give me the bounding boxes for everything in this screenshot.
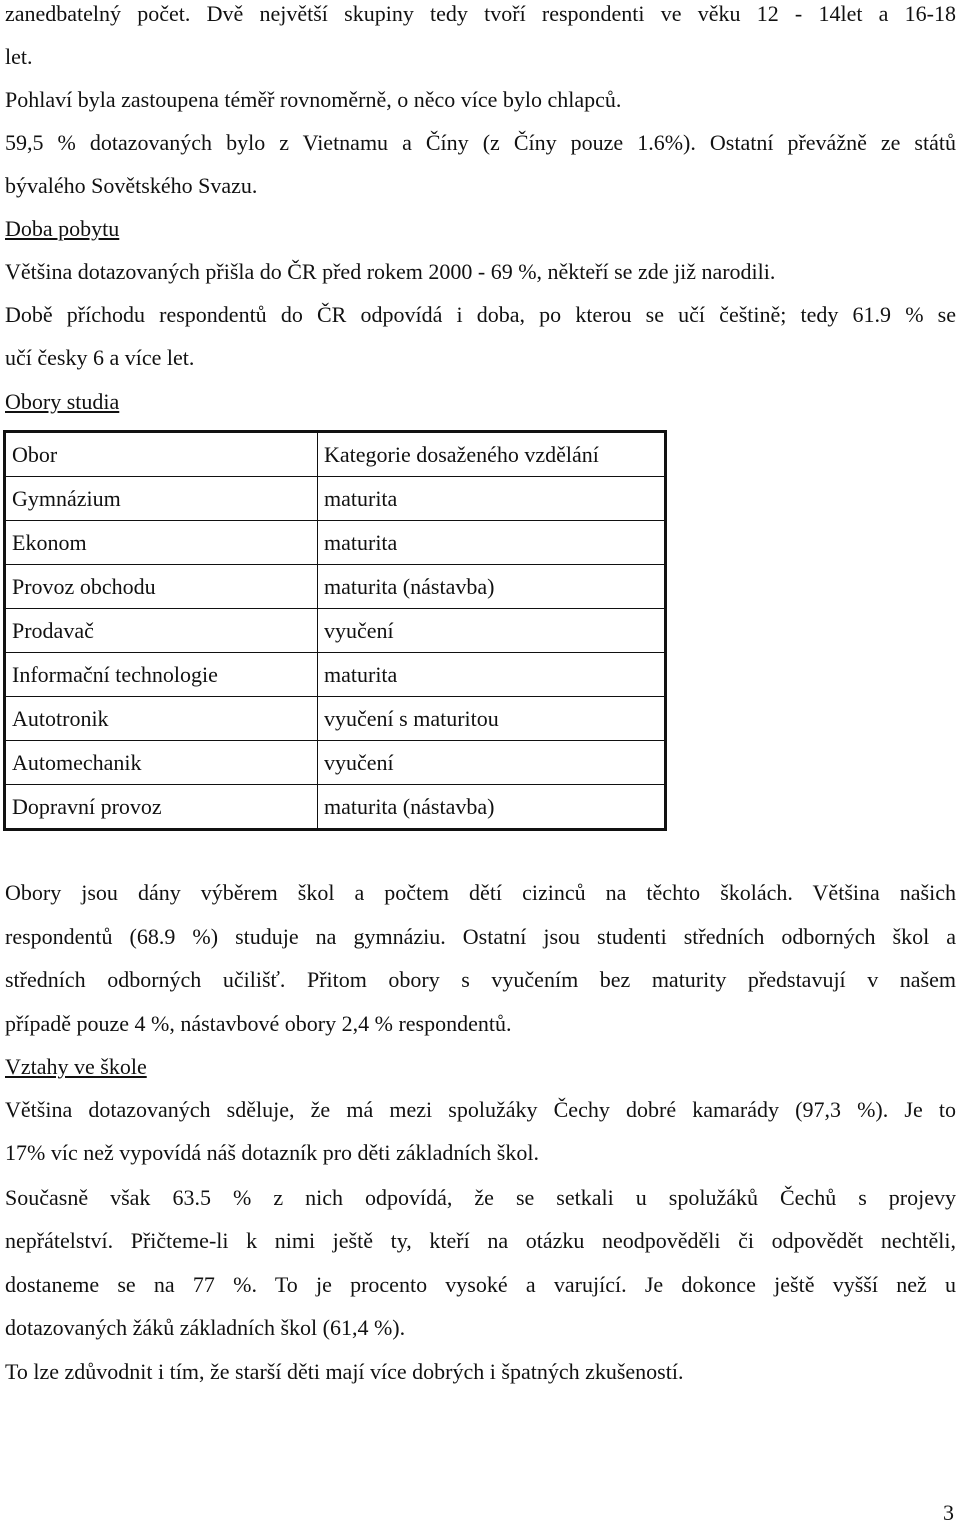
table-cell: maturita [318, 477, 666, 521]
table-row [5, 521, 666, 565]
table-cell: maturita (nástavba) [318, 565, 666, 609]
paragraph-line: respondentů (68.9 %) studuje na gymnáziu. Ostatní jsou studenti středních odborných škol a [5, 924, 956, 949]
section-heading-doba-pobytu: Doba pobytu [5, 216, 120, 241]
paragraph-line: učí česky 6 a více let. [5, 345, 195, 370]
paragraph-line: Většina dotazovaných přišla do ČR před rokem 2000 - 69 %, někteří se zde již narodili. [5, 259, 776, 284]
paragraph-line: dotazovaných žáků základních škol (61,4 %). [5, 1315, 406, 1340]
paragraph-line: let. [5, 44, 33, 69]
paragraph-line: bývalého Sovětského Svazu. [5, 173, 258, 198]
paragraph-line: zanedbatelný počet. Dvě největší skupiny tedy tvoří respondenti ve věku 12 - 14let a 16-18 [5, 1, 956, 26]
table-cell: maturita [318, 653, 666, 697]
table-row [5, 697, 666, 741]
paragraph-line: dostaneme se na 77 %. To je procento vysoké a varující. Je dokonce ještě vyšší než u [5, 1272, 956, 1297]
paragraph-line: středních odborných učilišť. Přitom obory s vyučením bez maturity představují v našem [5, 967, 956, 992]
page-number: 3 [943, 1500, 954, 1525]
table-header-cell: Kategorie dosaženého vzdělání [318, 432, 666, 477]
table-row [5, 565, 666, 609]
section-heading-vztahy-ve-skole: Vztahy ve škole [5, 1054, 147, 1079]
paragraph-line: 17% víc než vypovídá náš dotazník pro děti základních škol. [5, 1140, 539, 1165]
paragraph-line: Většina dotazovaných sděluje, že má mezi spolužáky Čechy dobré kamarády (97,3 %). Je to [5, 1097, 956, 1122]
table-cell: Gymnázium [5, 477, 318, 521]
table-cell: Autotronik [5, 697, 318, 741]
table-cell: maturita [318, 521, 666, 565]
table-cell: maturita (nástavba) [318, 785, 666, 830]
paragraph-line: nepřátelství. Přičteme-li k nimi ještě ty, kteří na otázku neodpověděli či odpovědět nechtěli, [5, 1228, 956, 1253]
paragraph-line: Současně však 63.5 % z nich odpovídá, že se setkali u spolužáků Čechů s projevy [5, 1185, 956, 1210]
table-cell: vyučení [318, 741, 666, 785]
table-row [5, 741, 666, 785]
table-cell: Ekonom [5, 521, 318, 565]
table-row [5, 653, 666, 697]
table-cell: Automechanik [5, 741, 318, 785]
table-header-cell: Obor [5, 432, 318, 477]
table-cell: Informační technologie [5, 653, 318, 697]
table-row [5, 609, 666, 653]
table-header-row [5, 432, 666, 477]
paragraph-line: To lze zdůvodnit i tím, že starší děti mají více dobrých i špatných zkušeností. [5, 1359, 684, 1384]
paragraph-line: 59,5 % dotazovaných bylo z Vietnamu a Číny (z Číny pouze 1.6%). Ostatní převážně ze států [5, 130, 956, 155]
section-heading-obory-studia: Obory studia [5, 389, 120, 414]
paragraph-line: Pohlaví byla zastoupena téměř rovnoměrně, o něco více bylo chlapců. [5, 87, 622, 112]
table-cell: Prodavač [5, 609, 318, 653]
fields-of-study-table [3, 430, 667, 831]
table-cell: Provoz obchodu [5, 565, 318, 609]
table-cell: vyučení [318, 609, 666, 653]
paragraph-line: Době příchodu respondentů do ČR odpovídá i doba, po kterou se učí češtině; tedy 61.9 % se [5, 302, 956, 327]
paragraph-line: případě pouze 4 %, nástavbové obory 2,4 % respondentů. [5, 1011, 512, 1036]
table-row [5, 785, 666, 830]
table-cell: vyučení s maturitou [318, 697, 666, 741]
paragraph-line: Obory jsou dány výběrem škol a počtem dětí cizinců na těchto školách. Většina našich [5, 880, 956, 905]
table-cell: Dopravní provoz [5, 785, 318, 830]
table-row [5, 477, 666, 521]
